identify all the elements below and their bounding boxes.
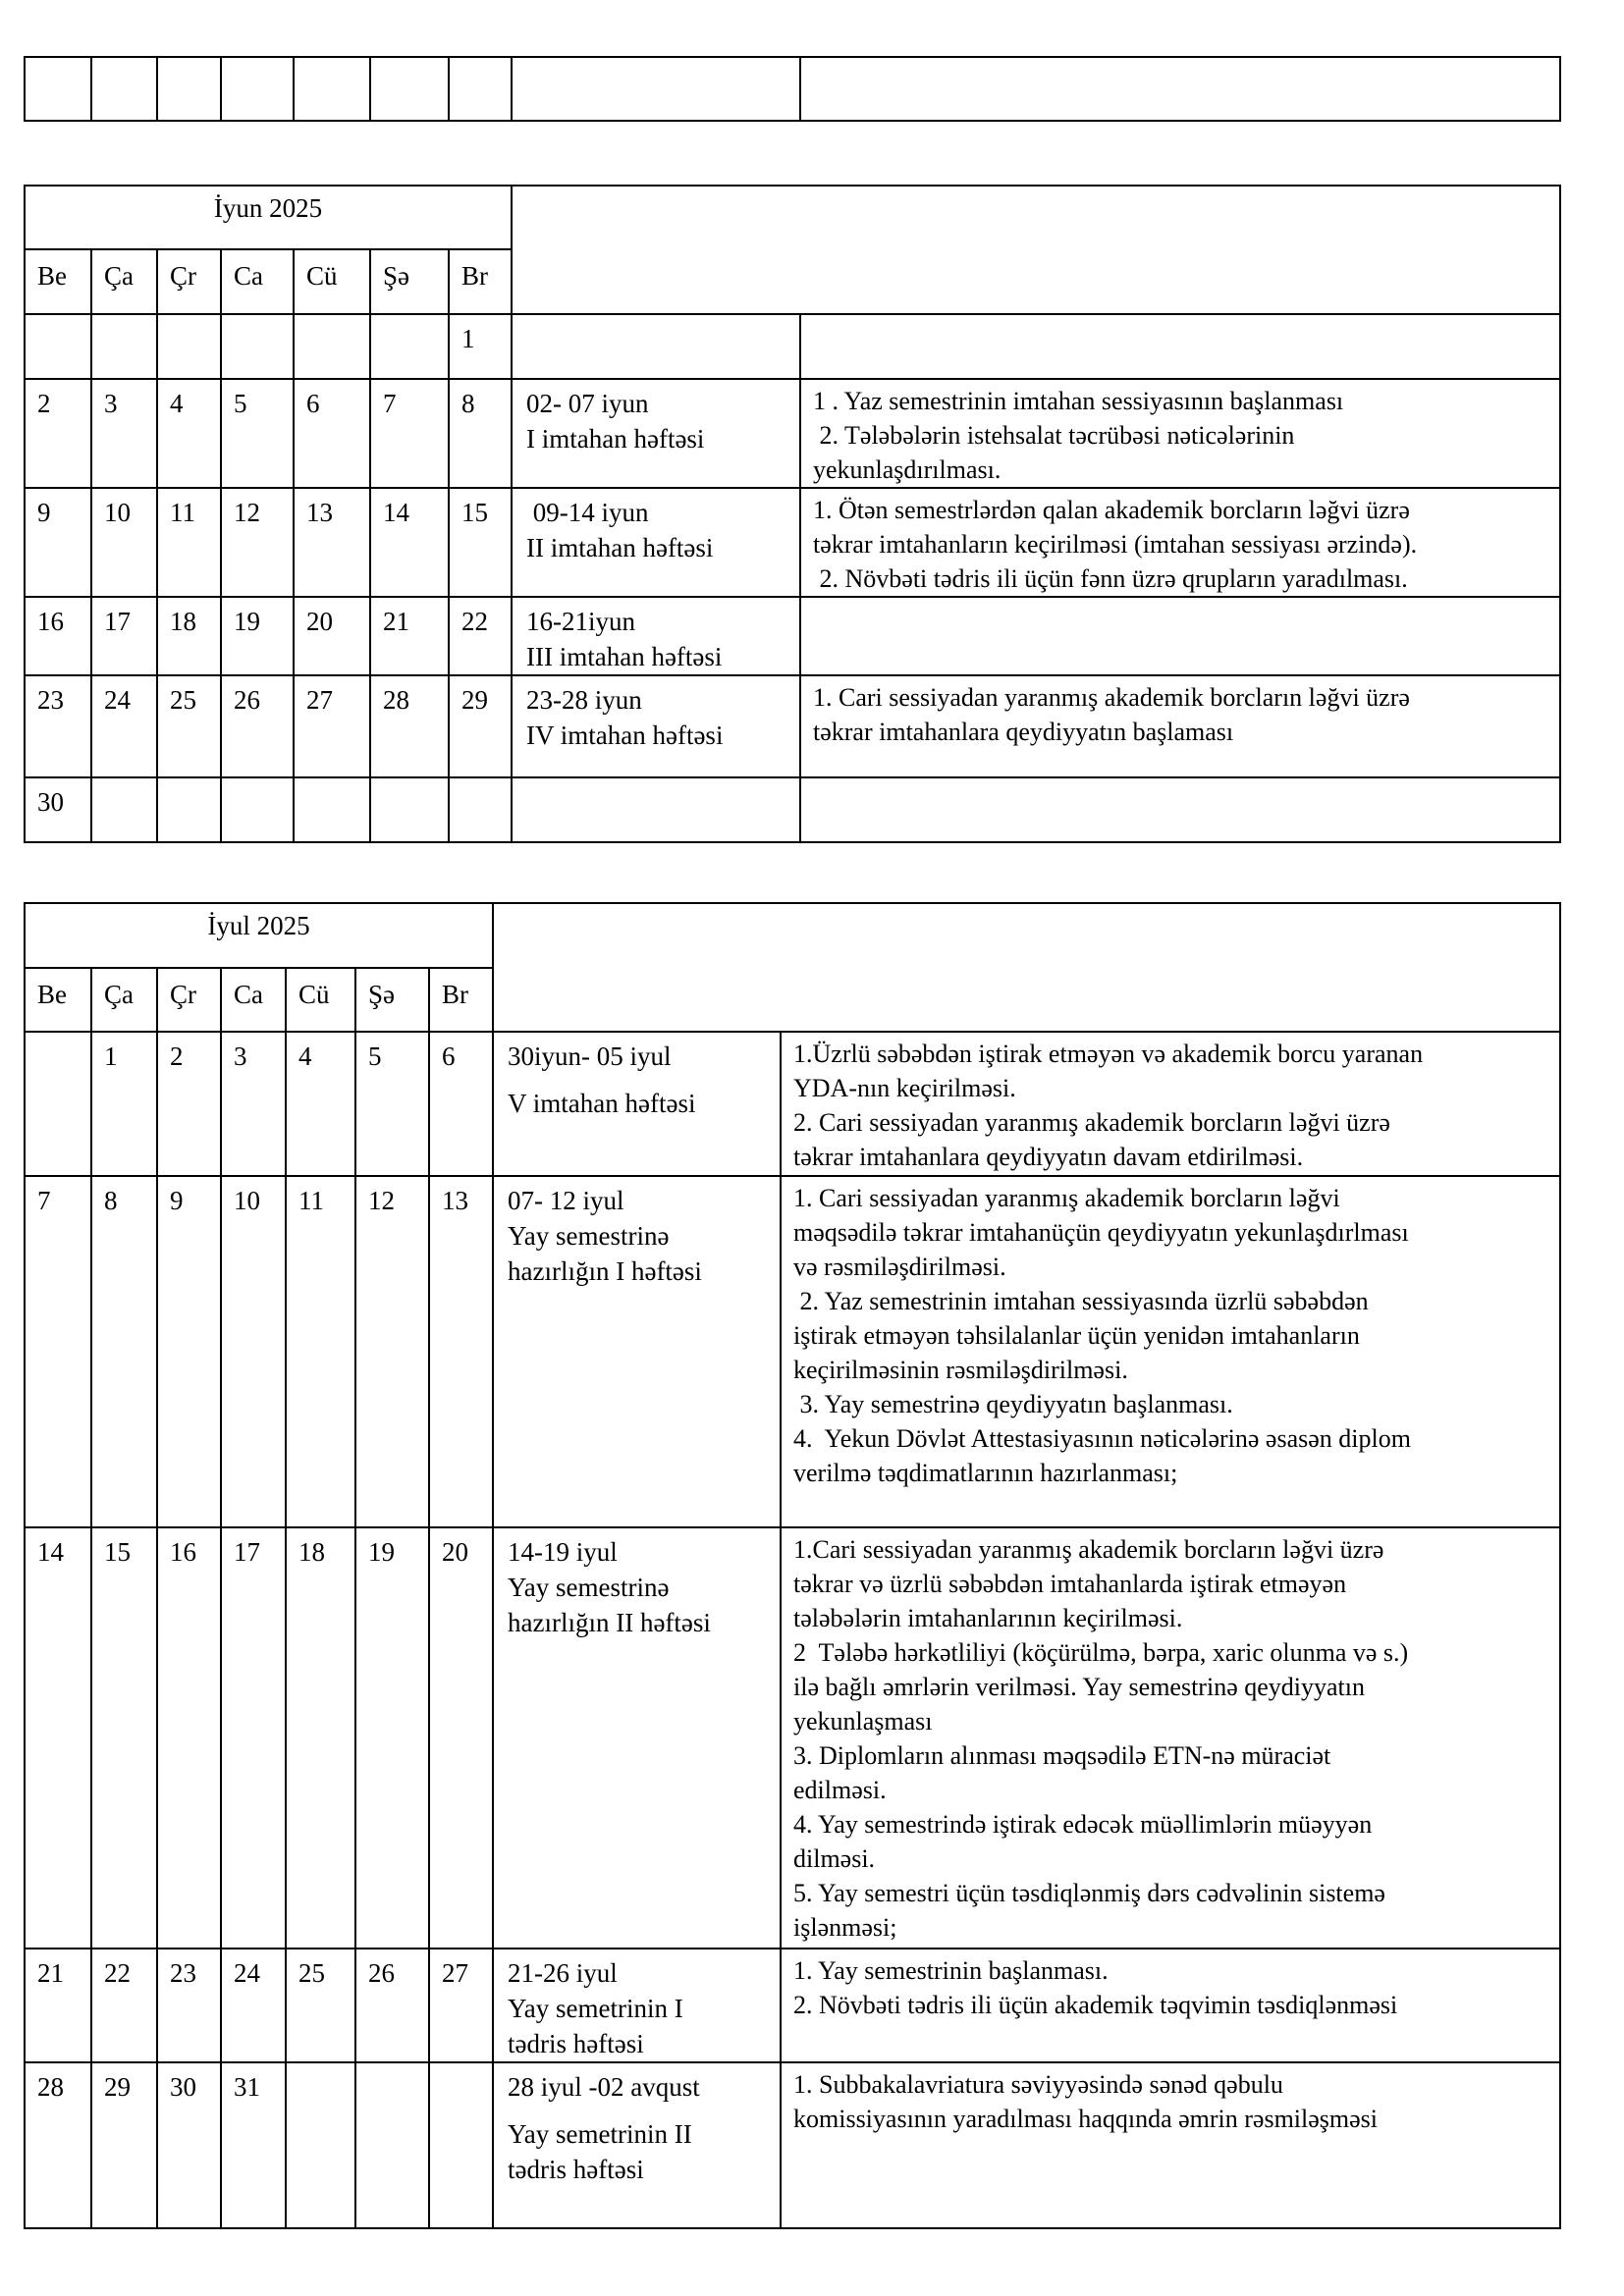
day-cell: 10	[91, 488, 157, 597]
day-cell: 12	[355, 1176, 429, 1527]
day-cell: 19	[221, 597, 294, 675]
activities-cell	[800, 314, 1560, 379]
day-cell: 10	[221, 1176, 286, 1527]
day-cell: 24	[221, 1949, 286, 2062]
day-cell	[429, 2062, 493, 2228]
activity-line: təkrar imtahanlara qeydiyyatın başlaması	[813, 718, 1234, 746]
empty-cell	[91, 57, 157, 121]
day-cell	[449, 777, 512, 842]
day-cell: 1	[449, 314, 512, 379]
week-label-line: Yay semestrinə	[508, 1221, 670, 1251]
activity-line: təkrar imtahanların keçirilməsi (imtahan sessiyası ərzində).	[813, 530, 1418, 559]
week-row	[25, 314, 1560, 379]
day-cell: 28	[25, 2062, 91, 2228]
day-cell: 13	[429, 1176, 493, 1527]
week-label-line: III imtahan həftəsi	[526, 642, 723, 671]
weekday-header: Ca	[221, 968, 286, 1032]
day-cell	[25, 314, 91, 379]
day-cell: 15	[449, 488, 512, 597]
week-label-line: IV imtahan həftəsi	[526, 721, 724, 750]
week-label-cell	[512, 379, 800, 488]
weekday-header: Çr	[157, 968, 221, 1032]
day-cell: 14	[370, 488, 449, 597]
day-cell: 4	[157, 379, 221, 488]
day-cell: 23	[25, 675, 91, 777]
activities-cell	[800, 675, 1560, 777]
activities-cell	[781, 2062, 1560, 2228]
week-label-line: 23-28 iyun	[526, 685, 642, 715]
day-cell: 2	[157, 1032, 221, 1176]
header-blank-cell	[512, 186, 1560, 314]
day-cell: 3	[91, 379, 157, 488]
week-label-cell	[512, 488, 800, 597]
day-cell: 15	[91, 1527, 157, 1949]
activity-line: 4. Yekun Dövlət Attestasiyasının nəticələrinə əsasən diplom	[793, 1424, 1411, 1453]
day-cell	[221, 314, 294, 379]
activity-line: 1.Cari sessiyadan yaranmış akademik borcların ləğvi üzrə	[793, 1535, 1384, 1564]
activity-line: 2. Yaz semestrinin imtahan sessiyasında üzrlü səbəbdən	[793, 1287, 1369, 1315]
day-cell: 5	[221, 379, 294, 488]
day-cell: 8	[449, 379, 512, 488]
day-cell: 9	[25, 488, 91, 597]
week-row	[25, 1176, 1560, 1527]
june-calendar-table	[24, 185, 1561, 843]
top-continuation-table	[24, 56, 1561, 122]
activity-line: 2. Tələbələrin istehsalat təcrübəsi nəticələrinin	[813, 421, 1295, 450]
activity-line: 3. Yay semestrinə qeydiyyatın başlanması.	[793, 1390, 1233, 1418]
activities-cell	[781, 1527, 1560, 1949]
week-label-cell	[493, 2062, 781, 2228]
day-cell: 21	[25, 1949, 91, 2062]
day-cell: 27	[429, 1949, 493, 2062]
weekday-header: Cü	[286, 968, 355, 1032]
day-cell: 31	[221, 2062, 286, 2228]
day-cell	[157, 777, 221, 842]
day-cell: 24	[91, 675, 157, 777]
week-label-line: 09-14 iyun	[526, 498, 649, 527]
day-cell: 7	[370, 379, 449, 488]
day-cell: 9	[157, 1176, 221, 1527]
activities-cell	[800, 777, 1560, 842]
empty-cell	[157, 57, 221, 121]
july-calendar-table	[24, 902, 1561, 2229]
week-label-cell	[493, 1527, 781, 1949]
day-cell: 7	[25, 1176, 91, 1527]
activity-line: dilməsi.	[793, 1844, 876, 1873]
activity-line: tələbələrin imtahanlarının keçirilməsi.	[793, 1604, 1183, 1632]
day-cell: 20	[294, 597, 370, 675]
day-cell: 17	[221, 1527, 286, 1949]
weekday-header: Be	[25, 249, 91, 314]
day-cell	[294, 314, 370, 379]
day-cell: 11	[157, 488, 221, 597]
week-label-cell	[512, 597, 800, 675]
week-label-line: 16-21iyun	[526, 607, 635, 636]
week-label-line: 02- 07 iyun	[526, 389, 649, 418]
week-label-line: 28 iyul -02 avqust	[508, 2072, 700, 2102]
day-cell	[25, 1032, 91, 1176]
day-cell: 21	[370, 597, 449, 675]
weekday-header: Ca	[221, 249, 294, 314]
day-cell: 22	[91, 1949, 157, 2062]
week-label-cell	[493, 1032, 781, 1176]
day-cell: 29	[91, 2062, 157, 2228]
day-cell: 30	[157, 2062, 221, 2228]
activity-line: 1. Yay semestrinin başlanması.	[793, 1956, 1109, 1985]
day-cell: 26	[355, 1949, 429, 2062]
day-cell: 23	[157, 1949, 221, 2062]
activity-line: 2. Növbəti tədris ili üçün fənn üzrə qrupların yaradılması.	[813, 564, 1408, 593]
activities-cell	[781, 1032, 1560, 1176]
day-cell: 2	[25, 379, 91, 488]
activities-cell	[800, 379, 1560, 488]
activity-line: təkrar imtahanlara qeydiyyatın davam etdirilməsi.	[793, 1143, 1304, 1171]
week-row	[25, 777, 1560, 842]
activity-line: yekunlaşdırılması.	[813, 455, 1001, 484]
activity-line: keçirilməsinin rəsmiləşdirilməsi.	[793, 1356, 1128, 1384]
day-cell: 29	[449, 675, 512, 777]
week-label-line: 14-19 iyul	[508, 1537, 618, 1567]
activity-line: 1. Cari sessiyadan yaranmış akademik borcların ləğvi üzrə	[813, 683, 1410, 712]
day-cell: 25	[286, 1949, 355, 2062]
weekday-header: Br	[449, 249, 512, 314]
activity-line: ilə bağlı əmrlərin verilməsi. Yay semestrinə qeydiyyatın	[793, 1673, 1365, 1701]
day-cell	[91, 777, 157, 842]
day-cell: 27	[294, 675, 370, 777]
day-cell: 14	[25, 1527, 91, 1949]
empty-cell	[449, 57, 512, 121]
activity-line: işlənməsi;	[793, 1913, 897, 1942]
day-cell: 18	[286, 1527, 355, 1949]
empty-cell	[25, 57, 91, 121]
activity-line: 1 . Yaz semestrinin imtahan sessiyasının başlanması	[813, 387, 1344, 415]
day-cell: 1	[91, 1032, 157, 1176]
activity-line: 2. Cari sessiyadan yaranmış akademik borcların ləğvi üzrə	[793, 1108, 1390, 1137]
activity-line: məqsədilə təkrar imtahanüçün qeydiyyatın yekunlaşdırlması	[793, 1218, 1409, 1247]
day-cell: 8	[91, 1176, 157, 1527]
week-row	[25, 675, 1560, 777]
weekday-header: Cü	[294, 249, 370, 314]
activity-line: komissiyasının yaradılması haqqında əmrin rəsmiləşməsi	[793, 2105, 1379, 2133]
activities-cell	[800, 597, 1560, 675]
month-title: İyul 2025	[25, 903, 493, 968]
activity-line: 1. Subbakalavriatura səviyyəsində sənəd qəbulu	[793, 2070, 1283, 2099]
day-cell: 4	[286, 1032, 355, 1176]
week-label-line: I imtahan həftəsi	[526, 424, 705, 454]
day-cell: 25	[157, 675, 221, 777]
week-label-line: Yay semetrinin II	[508, 2119, 692, 2149]
day-cell: 26	[221, 675, 294, 777]
week-label-line: 21-26 iyul	[508, 1958, 618, 1988]
empty-cell	[800, 57, 1560, 121]
week-row	[25, 597, 1560, 675]
week-label-cell	[493, 1176, 781, 1527]
empty-cell	[512, 57, 800, 121]
activity-line: 4. Yay semestrində iştirak edəcək müəllimlərin müəyyən	[793, 1810, 1373, 1839]
activity-line: YDA-nın keçirilməsi.	[793, 1074, 1016, 1102]
weekday-header: Br	[429, 968, 493, 1032]
week-label-cell	[512, 675, 800, 777]
day-cell: 30	[25, 777, 91, 842]
weekday-header: Be	[25, 968, 91, 1032]
day-cell: 16	[25, 597, 91, 675]
day-cell: 6	[294, 379, 370, 488]
day-cell	[221, 777, 294, 842]
weekday-header: Şə	[370, 249, 449, 314]
day-cell: 20	[429, 1527, 493, 1949]
empty-cell	[370, 57, 449, 121]
activity-line: yekunlaşması	[793, 1707, 933, 1735]
week-row	[25, 1527, 1560, 1949]
week-row	[25, 2062, 1560, 2228]
day-cell	[91, 314, 157, 379]
week-label-line: Yay semestrinə	[508, 1573, 670, 1602]
activities-cell	[781, 1949, 1560, 2062]
header-blank-cell	[493, 903, 1560, 1032]
month-title: İyun 2025	[25, 186, 512, 249]
week-label-line	[508, 1074, 780, 1086]
weekday-header: Ça	[91, 249, 157, 314]
week-label-line: 30iyun- 05 iyul	[508, 1041, 672, 1071]
week-label-line: V imtahan həftəsi	[508, 1089, 696, 1118]
weekday-header: Çr	[157, 249, 221, 314]
activity-line: təkrar və üzrlü səbəbdən imtahanlarda iştirak etməyən	[793, 1570, 1347, 1598]
day-cell	[370, 314, 449, 379]
empty-cell	[221, 57, 294, 121]
week-label-line: tədris həftəsi	[508, 2155, 644, 2184]
day-cell	[157, 314, 221, 379]
week-label-cell	[512, 777, 800, 842]
day-cell: 6	[429, 1032, 493, 1176]
day-cell: 5	[355, 1032, 429, 1176]
weekday-header: Ça	[91, 968, 157, 1032]
day-cell	[355, 2062, 429, 2228]
activity-line: 5. Yay semestri üçün təsdiqlənmiş dərs cədvəlinin sistemə	[793, 1879, 1385, 1907]
week-label-line: tədris həftəsi	[508, 2029, 644, 2058]
week-row	[25, 1032, 1560, 1176]
activity-line: edilməsi.	[793, 1776, 887, 1804]
week-label-cell	[512, 314, 800, 379]
week-row	[25, 379, 1560, 488]
activity-line: 2. Növbəti tədris ili üçün akademik təqvimin təsdiqlənməsi	[793, 1991, 1398, 2019]
day-cell	[370, 777, 449, 842]
week-label-line: Yay semetrinin I	[508, 1994, 683, 2023]
activity-line: və rəsmiləşdirilməsi.	[793, 1253, 1006, 1281]
week-label-line: 07- 12 iyul	[508, 1186, 624, 1215]
week-row	[25, 1949, 1560, 2062]
activity-line: iştirak etməyən təhsilalanlar üçün yenidən imtahanların	[793, 1321, 1360, 1350]
week-label-line: hazırlığın II həftəsi	[508, 1608, 711, 1637]
day-cell: 18	[157, 597, 221, 675]
day-cell	[294, 777, 370, 842]
week-row	[25, 488, 1560, 597]
day-cell: 22	[449, 597, 512, 675]
day-cell: 13	[294, 488, 370, 597]
day-cell: 28	[370, 675, 449, 777]
day-cell: 17	[91, 597, 157, 675]
day-cell: 12	[221, 488, 294, 597]
day-cell	[286, 2062, 355, 2228]
activity-line: 3. Diplomların alınması məqsədilə ETN-nə müraciət	[793, 1741, 1331, 1770]
activities-cell	[781, 1176, 1560, 1527]
week-label-line	[508, 2105, 780, 2116]
day-cell: 11	[286, 1176, 355, 1527]
empty-cell	[294, 57, 370, 121]
activity-line: 1.Üzrlü səbəbdən iştirak etməyən və akademik borcu yaranan	[793, 1040, 1424, 1068]
week-label-line: hazırlığın I həftəsi	[508, 1256, 702, 1286]
weekday-header: Şə	[355, 968, 429, 1032]
week-label-cell	[493, 1949, 781, 2062]
day-cell: 3	[221, 1032, 286, 1176]
activity-line: 2 Tələbə hərkətliliyi (köçürülmə, bərpa, xaric olunma və s.)	[793, 1638, 1409, 1667]
activity-line: 1. Ötən semestrlərdən qalan akademik borcların ləğvi üzrə	[813, 496, 1410, 524]
activities-cell	[800, 488, 1560, 597]
day-cell: 19	[355, 1527, 429, 1949]
activity-line: verilmə təqdimatlarının hazırlanması;	[793, 1459, 1178, 1487]
week-label-line: II imtahan həftəsi	[526, 533, 714, 562]
activity-line: 1. Cari sessiyadan yaranmış akademik borcların ləğvi	[793, 1184, 1340, 1212]
day-cell: 16	[157, 1527, 221, 1949]
